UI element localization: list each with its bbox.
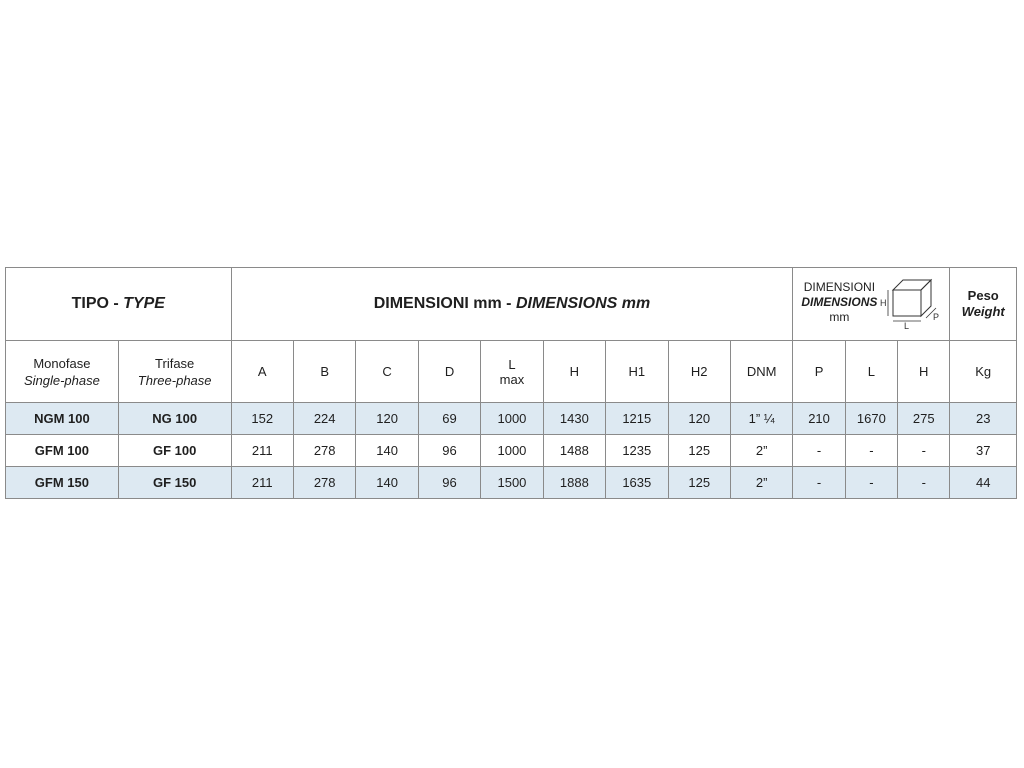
cell-pack-h: 275 (898, 403, 950, 435)
header-row (6, 268, 1017, 341)
cell-b: 278 (293, 467, 355, 499)
cell-h1: 1635 (606, 467, 668, 499)
col-header-l: L (508, 356, 516, 372)
cell-c: 140 (356, 467, 418, 499)
cell-a: 211 (231, 467, 293, 499)
cell-l-max: 1500 (481, 467, 543, 499)
packing-label-it: DIMENSIONI (803, 280, 876, 294)
col-header-pack-l: L (845, 341, 897, 403)
three-phase-header (118, 341, 231, 403)
model-single-phase: NGM 100 (6, 403, 119, 435)
type-header-en: TYPE (123, 295, 165, 312)
cell-kg: 44 (950, 467, 1017, 499)
packing-dimensions-header (793, 268, 950, 341)
cell-c: 140 (356, 435, 418, 467)
cell-dnm: 2” (730, 435, 792, 467)
box-icon-p: P (933, 312, 940, 322)
model-single-phase: GFM 150 (6, 467, 119, 499)
col-header-p: P (793, 341, 845, 403)
single-phase-en: Single-phase (23, 372, 100, 388)
col-header-l-max (481, 341, 543, 403)
subheader-row (6, 341, 1017, 403)
dimensions-header-it: DIMENSIONI mm - (373, 295, 516, 312)
cell-b: 224 (293, 403, 355, 435)
model-three-phase: NG 100 (118, 403, 231, 435)
cell-d: 96 (418, 435, 480, 467)
cell-pack-h: - (898, 467, 950, 499)
col-header-pack-h: H (898, 341, 950, 403)
cell-dnm: 1” ¼ (730, 403, 792, 435)
col-header-h1: H1 (606, 341, 668, 403)
col-header-kg: Kg (950, 341, 1017, 403)
cell-pack-l: - (845, 467, 897, 499)
col-header-max: max (499, 371, 525, 387)
cell-h: 1888 (543, 467, 605, 499)
cell-d: 96 (418, 467, 480, 499)
table-row (6, 403, 1017, 435)
three-phase-it: Trifase (155, 355, 195, 371)
cell-pack-l: 1670 (845, 403, 897, 435)
model-single-phase: GFM 100 (6, 435, 119, 467)
packing-dimensions-label (797, 280, 881, 325)
box-dimensions-icon (879, 276, 945, 330)
packing-label-en: DIMENSIONS (801, 295, 878, 309)
cell-kg: 23 (950, 403, 1017, 435)
cell-p: - (793, 467, 845, 499)
cell-h1: 1235 (606, 435, 668, 467)
weight-header-it: Peso (967, 288, 999, 303)
cell-l-max: 1000 (481, 403, 543, 435)
col-header-d: D (418, 341, 480, 403)
model-three-phase: GF 150 (118, 467, 231, 499)
cell-p: 210 (793, 403, 845, 435)
three-phase-en: Three-phase (137, 372, 212, 388)
col-header-dnm: DNM (730, 341, 792, 403)
cell-l-max: 1000 (481, 435, 543, 467)
col-header-b: B (293, 341, 355, 403)
dimensions-table (5, 267, 1017, 499)
cell-h1: 1215 (606, 403, 668, 435)
type-header (6, 268, 232, 341)
table-row (6, 467, 1017, 499)
weight-header (950, 268, 1017, 341)
dimensions-header-en: DIMENSIONS mm (515, 295, 651, 312)
cell-c: 120 (356, 403, 418, 435)
type-header-it: TIPO - (71, 295, 124, 312)
table-row (6, 435, 1017, 467)
cell-h2: 125 (668, 467, 730, 499)
single-phase-it: Monofase (33, 355, 91, 371)
model-three-phase: GF 100 (118, 435, 231, 467)
cell-p: - (793, 435, 845, 467)
col-header-c: C (356, 341, 418, 403)
cell-h: 1488 (543, 435, 605, 467)
box-icon-h: H (880, 298, 887, 308)
cell-pack-l: - (845, 435, 897, 467)
cell-h: 1430 (543, 403, 605, 435)
cell-h2: 120 (668, 403, 730, 435)
cell-h2: 125 (668, 435, 730, 467)
cell-pack-h: - (898, 435, 950, 467)
col-header-h: H (543, 341, 605, 403)
cell-a: 152 (231, 403, 293, 435)
packing-label-unit: mm (829, 310, 850, 324)
col-header-h2: H2 (668, 341, 730, 403)
cell-d: 69 (418, 403, 480, 435)
col-header-a: A (231, 341, 293, 403)
cell-kg: 37 (950, 435, 1017, 467)
box-icon-l: L (904, 321, 910, 330)
cell-a: 211 (231, 435, 293, 467)
weight-header-en: Weight (961, 304, 1005, 319)
cell-dnm: 2” (730, 467, 792, 499)
single-phase-header (6, 341, 119, 403)
dimensions-header (231, 268, 793, 341)
cell-b: 278 (293, 435, 355, 467)
